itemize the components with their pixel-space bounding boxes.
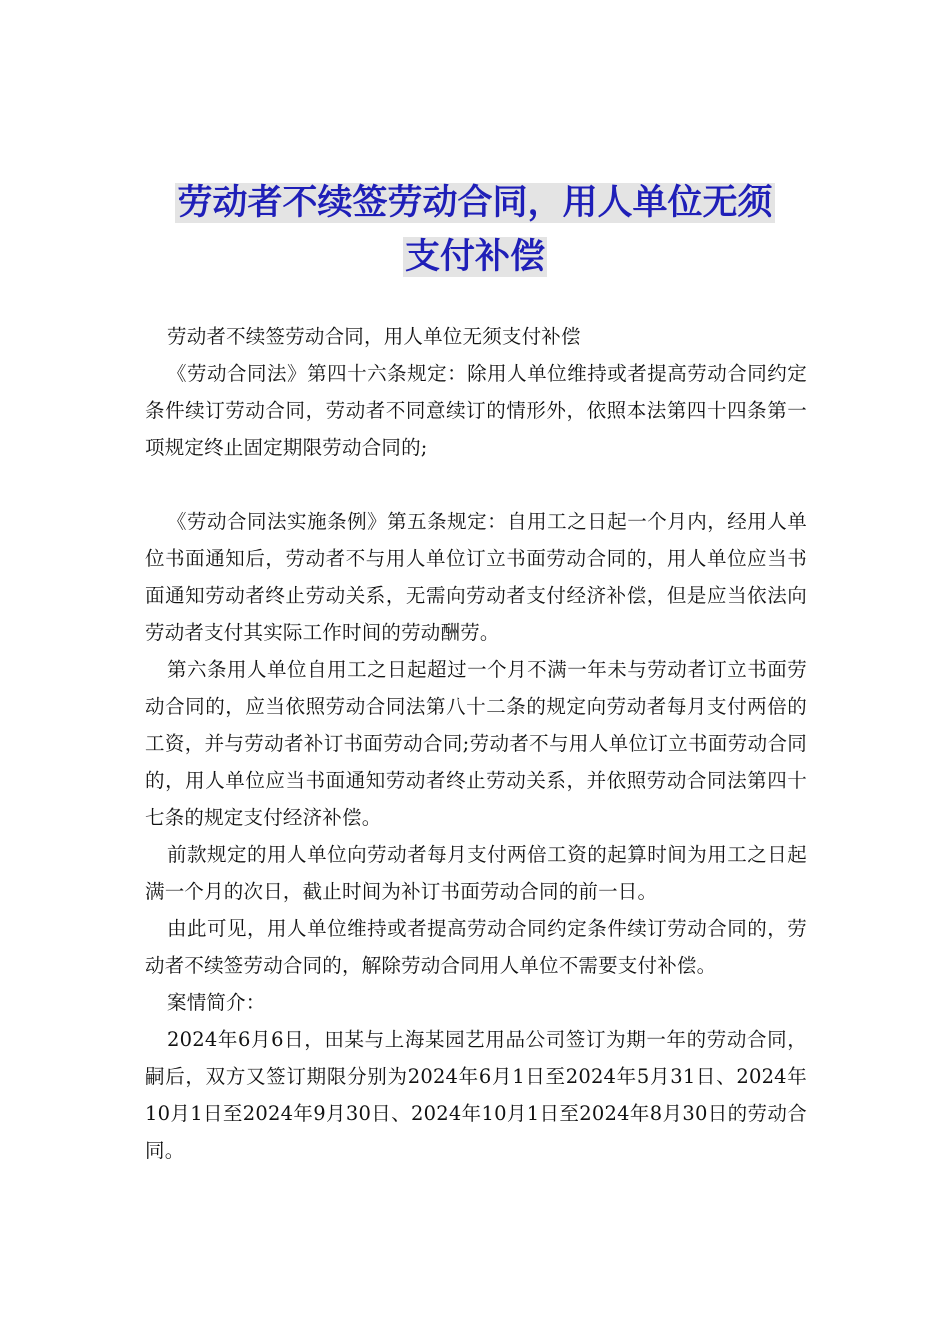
body-paragraph: 由此可见，用人单位维持或者提高劳动合同约定条件续订劳动合同的，劳动者不续签劳动合同的，解除劳动合同用人单位不需要支付补偿。	[145, 917, 807, 977]
document-body	[145, 318, 807, 1169]
body-paragraph: 《劳动合同法》第四十六条规定：除用人单位维持或者提高劳动合同约定条件续订劳动合同，劳动者不同意续订的情形外，依照本法第四十四条第一项规定终止固定期限劳动合同的;	[145, 362, 807, 459]
title-line-1: 劳动者不续签劳动合同，用人单位无须	[177, 183, 773, 223]
body-paragraph: 第六条用人单位自用工之日起超过一个月不满一年未与劳动者订立书面劳动合同的，应当依照劳动合同法第八十二条的规定向劳动者每月支付两倍的工资，并与劳动者补订书面劳动合同;劳动者不与用人单位订立书面劳动合同的，用人单位应当书面通知劳动者终止劳动关系，并依照劳动合同法第四十七条的规定支付经济补偿。	[145, 658, 807, 829]
section-heading: 案情简介：	[167, 991, 266, 1014]
body-paragraph: 2024年6月6日，田某与上海某园艺用品公司签订为期一年的劳动合同，嗣后，双方又签订期限分别为2024年6月1日至2024年5月31日、2024年10月1日至2024年9月30日、2024年10月1日至2024年8月30日的劳动合同。	[145, 1028, 807, 1162]
body-paragraph: 前款规定的用人单位向劳动者每月支付两倍工资的起算时间为用工之日起满一个月的次日，截止时间为补订书面劳动合同的前一日。	[145, 843, 807, 903]
paragraph-spacer	[145, 466, 807, 503]
body-paragraph: 《劳动合同法实施条例》第五条规定：自用工之日起一个月内，经用人单位书面通知后，劳动者不与用人单位订立书面劳动合同的，用人单位应当书面通知劳动者终止劳动关系，无需向劳动者支付经济补偿，但是应当依法向劳动者支付其实际工作时间的劳动酬劳。	[145, 510, 807, 644]
document-title	[120, 176, 830, 284]
title-line-2: 支付补偿	[404, 237, 545, 277]
subtitle-paragraph: 劳动者不续签劳动合同，用人单位无须支付补偿	[167, 325, 581, 348]
